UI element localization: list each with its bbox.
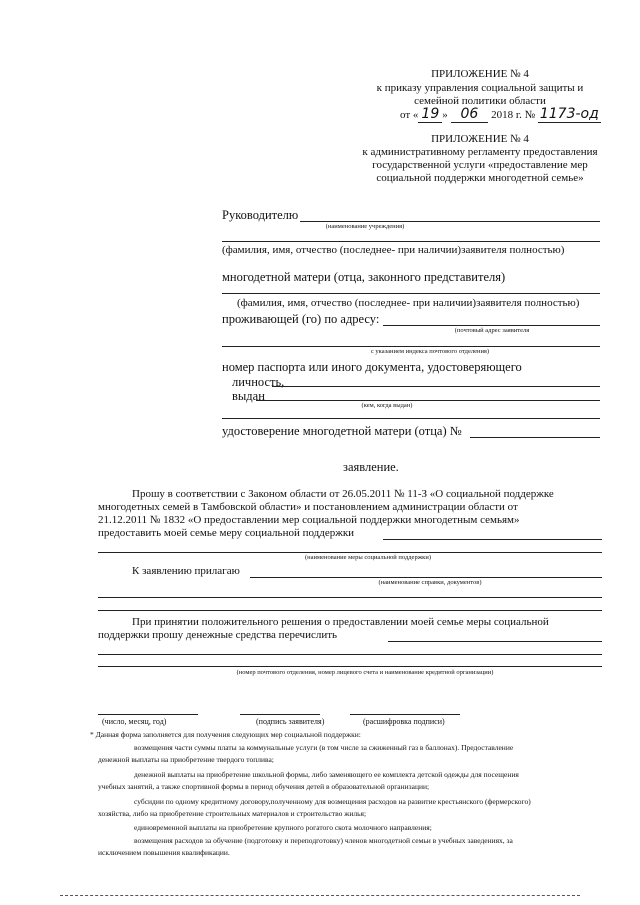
head-caption: (наименование учреждения) [325,223,405,230]
order-number: 1173-од [539,106,599,122]
footnote-item1-l2: денежной выплаты на приобретение твердого топлива; [98,755,274,764]
certificate-input-line[interactable] [470,437,600,438]
certificate-label: удостоверение многодетной матери (отца) № [222,424,462,438]
bank-input-line[interactable] [388,641,602,642]
regulation-line-1: к административному регламенту предоставления [362,146,598,158]
head-input-line[interactable] [300,221,600,222]
appendix-line-1: к приказу управления социальной защиты и [376,82,584,94]
measure-input-line-2[interactable] [98,552,602,553]
para1-line2: многодетных семей в Тамбовской области» и постановлением администрации области от [98,501,518,513]
order-month: 06 [451,106,489,123]
date-caption: (число, месяц, год) [102,717,167,726]
para1-line3: 21.12.2011 № 1832 «О предоставлении мер социальной поддержки многодетным семьям» [98,514,520,526]
footnote-item2-l2: учебных занятий, а также спортивной формы в период обучения детей в образовательной организации; [98,782,430,791]
order-day: 19 [418,106,442,123]
date-sign-line[interactable] [98,714,198,715]
attach-label: К заявлению прилагаю [132,565,240,577]
address-label: проживающей (го) по адресу: [222,312,380,326]
appendix-title-1: ПРИЛОЖЕНИЕ № 4 [431,68,529,80]
appendix-title-2: ПРИЛОЖЕНИЕ № 4 [431,133,529,145]
bank-input-line-3[interactable] [98,666,602,667]
footnote-item2-l1: денежной выплаты на приобретение школьной формы, либо заменяющего ее комплекта детской одежды для посещения [134,770,519,779]
address-input-line-2[interactable] [222,346,600,347]
bank-input-line-2[interactable] [98,654,602,655]
footnote-item3-l2: хозяйства, либо на приобретение строительных материалов и строительство жилья; [98,809,367,818]
mother-input-line[interactable] [222,293,600,294]
footnote-item5-l2: исключением повышения квалификации. [98,848,230,857]
passport-label-1: номер паспорта или иного документа, удостоверяющего [222,360,522,374]
regulation-line-2: государственной услуги «предоставление мер [372,159,588,171]
statement-title: заявление. [343,460,399,474]
date-mid: » [442,109,448,121]
para1-line1: Прошу в соответствии с Законом области от 26.05.2011 № 11-З «О социальной поддержке [132,488,554,500]
attach-input-line[interactable] [250,577,602,578]
passport-label-2: личность, [232,375,285,389]
footnote-intro: * Данная форма заполняется для получения следующих мер социальной поддержки: [90,730,361,739]
decode-line[interactable] [350,714,460,715]
order-year: 2018 г. № [491,109,536,121]
mother-label: многодетной матери (отца, законного представителя) [222,270,506,284]
sign-line[interactable] [240,714,320,715]
issued-input-line[interactable] [256,400,600,401]
address-input-line[interactable] [383,325,600,326]
head-label: Руководителю [222,208,299,222]
applicant-input-line[interactable] [222,241,600,242]
order-date-line [400,106,601,123]
passport-input-line[interactable] [272,386,600,387]
footnote-item4-l1: единовременной выплаты на приобретение крупного рогатого скота молочного направления; [134,823,432,832]
attach-input-line-2[interactable] [98,597,602,598]
measure-caption: (наименование меры социальной поддержки) [305,554,431,561]
sign-caption: (подпись заявителя) [256,717,325,726]
para2-line1: При принятии положительного решения о предоставлении моей семье меры социальной [132,616,549,628]
applicant-caption: (фамилия, имя, отчество (последнее- при наличии)заявителя полностью) [222,244,565,256]
measure-input-line[interactable] [383,539,602,540]
mother-caption: (фамилия, имя, отчество (последнее- при наличии)заявителя полностью) [237,297,580,309]
appendix-line-2: семейной политики области [414,95,546,107]
regulation-line-3: социальной поддержки многодетной семье» [376,172,584,184]
address-caption-2: с указанием индекса почтового отделения) [370,348,490,355]
footnote-item1-l1: возмещения части суммы платы за коммунальные услуги (в том числе за сжиженный газ в баллонах). Предоставление [134,743,514,752]
issued-input-line-2[interactable] [222,418,600,419]
bank-caption: (номер почтового отделения, номер лицевого счета и наименование кредитной организации) [236,669,494,676]
date-prefix: от « [400,109,419,121]
footnote-item3-l1: субсидии по одному кредитному договору,полученному для возмещения расходов на развитие крестьянского (фермерского) [134,797,531,806]
footnote-item5-l1: возмещения расходов за обучение (подготовку и переподготовку) членов многодетной семьи в учебных заведениях, за [134,836,513,845]
issued-label: выдан [232,389,265,403]
issued-caption: (кем, когда выдан) [361,402,413,409]
address-caption: (почтовый адрес заявителя [454,327,530,334]
para2-line2: поддержки прошу денежные средства перечислить [98,629,338,641]
para1-line4: предоставить моей семье меру социальной поддержки [98,527,355,539]
attach-caption: (наименование справки, документов) [378,579,482,586]
attach-input-line-3[interactable] [98,610,602,611]
bottom-edge-line [60,895,580,896]
decode-caption: (расшифровка подписи) [363,717,445,726]
